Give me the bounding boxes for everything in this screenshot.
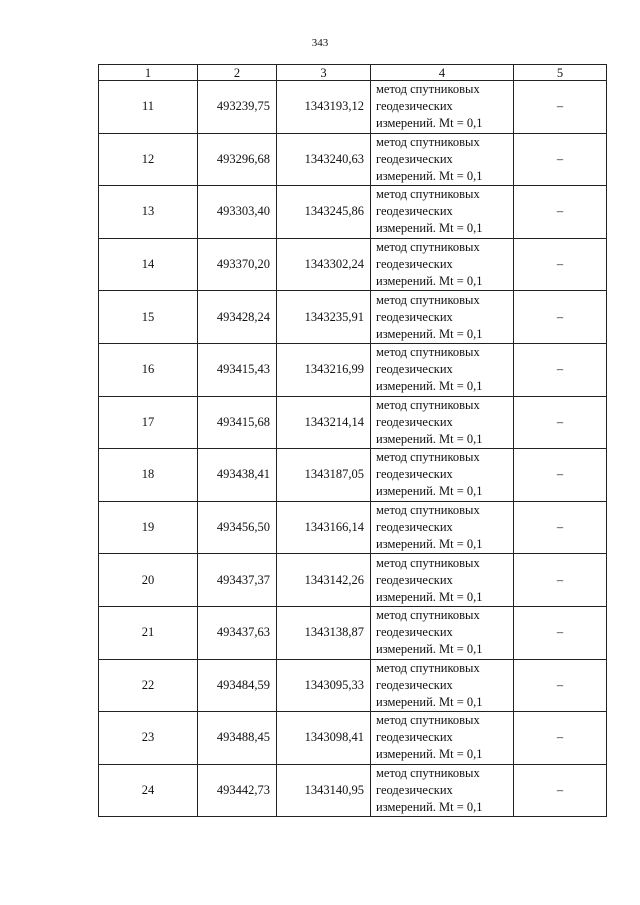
method-cell [371,501,514,554]
point-number-cell: 18 [99,449,198,502]
method-cell [371,449,514,502]
method-line: метод спутниковых [376,608,480,623]
coordinates-table [98,64,607,817]
note-cell: – [514,238,607,291]
x-coordinate-cell: 493437,63 [198,606,277,659]
point-number-cell: 17 [99,396,198,449]
x-coordinate-cell: 493437,37 [198,554,277,607]
method-line: измерений. Mt = 0,1 [376,642,483,657]
method-line: измерений. Mt = 0,1 [376,537,483,552]
point-number-cell: 24 [99,764,198,817]
method-line: геодезических [376,730,453,745]
method-line: измерений. Mt = 0,1 [376,168,483,183]
method-line: метод спутниковых [376,134,480,149]
point-number-cell: 11 [99,81,198,134]
method-line: измерений. Mt = 0,1 [376,800,483,815]
y-coordinate-cell: 1343140,95 [277,764,371,817]
y-coordinate-cell: 1343193,12 [277,81,371,134]
method-cell [371,554,514,607]
method-cell [371,606,514,659]
header-cell-3: 3 [277,65,371,81]
method-line: метод спутниковых [376,766,480,781]
method-line: измерений. Mt = 0,1 [376,694,483,709]
note-cell: – [514,133,607,186]
point-number-cell: 15 [99,291,198,344]
header-cell-1: 1 [99,65,198,81]
method-line: измерений. Mt = 0,1 [376,221,483,236]
x-coordinate-cell: 493370,20 [198,238,277,291]
method-cell [371,133,514,186]
x-coordinate-cell: 493296,68 [198,133,277,186]
method-line: метод спутниковых [376,397,480,412]
point-number-cell: 14 [99,238,198,291]
x-coordinate-cell: 493456,50 [198,501,277,554]
x-coordinate-cell: 493438,41 [198,449,277,502]
page-number: 343 [311,37,329,49]
x-coordinate-cell: 493303,40 [198,186,277,239]
method-line: геодезических [376,572,453,587]
x-coordinate-cell: 493415,68 [198,396,277,449]
note-cell: – [514,186,607,239]
method-line: геодезических [376,99,453,114]
method-cell [371,712,514,765]
method-line: метод спутниковых [376,450,480,465]
table-row [99,133,607,186]
table-row [99,501,607,554]
table-row [99,343,607,396]
table-row [99,449,607,502]
method-cell [371,659,514,712]
method-line: измерений. Mt = 0,1 [376,274,483,289]
table-row [99,554,607,607]
table-row [99,186,607,239]
header-cell-5: 5 [514,65,607,81]
point-number-cell: 12 [99,133,198,186]
note-cell: – [514,659,607,712]
method-line: измерений. Mt = 0,1 [376,747,483,762]
point-number-cell: 20 [99,554,198,607]
method-line: измерений. Mt = 0,1 [376,589,483,604]
table-row [99,659,607,712]
note-cell: – [514,291,607,344]
point-number-cell: 16 [99,343,198,396]
method-line: геодезических [376,520,453,535]
x-coordinate-cell: 493239,75 [198,81,277,134]
y-coordinate-cell: 1343245,86 [277,186,371,239]
method-line: геодезических [376,467,453,482]
header-cell-2: 2 [198,65,277,81]
y-coordinate-cell: 1343240,63 [277,133,371,186]
note-cell: – [514,81,607,134]
table-row [99,712,607,765]
method-line: измерений. Mt = 0,1 [376,116,483,131]
table-header-row [99,65,607,81]
method-line: геодезических [376,362,453,377]
method-line: геодезических [376,257,453,272]
note-cell: – [514,343,607,396]
note-cell: – [514,764,607,817]
method-line: геодезических [376,414,453,429]
table-row [99,764,607,817]
method-cell [371,238,514,291]
method-line: метод спутниковых [376,82,480,97]
y-coordinate-cell: 1343098,41 [277,712,371,765]
table-row [99,238,607,291]
method-line: измерений. Mt = 0,1 [376,431,483,446]
method-cell [371,764,514,817]
x-coordinate-cell: 493488,45 [198,712,277,765]
table-row [99,291,607,344]
y-coordinate-cell: 1343142,26 [277,554,371,607]
method-line: метод спутниковых [376,345,480,360]
method-line: метод спутниковых [376,660,480,675]
y-coordinate-cell: 1343302,24 [277,238,371,291]
method-line: метод спутниковых [376,240,480,255]
method-line: метод спутниковых [376,292,480,307]
method-line: метод спутниковых [376,503,480,518]
point-number-cell: 23 [99,712,198,765]
x-coordinate-cell: 493442,73 [198,764,277,817]
method-cell [371,396,514,449]
x-coordinate-cell: 493428,24 [198,291,277,344]
table-row [99,396,607,449]
method-line: измерений. Mt = 0,1 [376,379,483,394]
x-coordinate-cell: 493484,59 [198,659,277,712]
method-cell [371,343,514,396]
note-cell: – [514,554,607,607]
y-coordinate-cell: 1343216,99 [277,343,371,396]
method-cell [371,186,514,239]
y-coordinate-cell: 1343095,33 [277,659,371,712]
header-cell-4: 4 [371,65,514,81]
y-coordinate-cell: 1343166,14 [277,501,371,554]
x-coordinate-cell: 493415,43 [198,343,277,396]
point-number-cell: 21 [99,606,198,659]
point-number-cell: 22 [99,659,198,712]
method-line: метод спутниковых [376,187,480,202]
note-cell: – [514,501,607,554]
method-cell [371,81,514,134]
method-line: геодезических [376,309,453,324]
table-row [99,81,607,134]
table-row [99,606,607,659]
method-line: метод спутниковых [376,555,480,570]
point-number-cell: 19 [99,501,198,554]
method-line: метод спутниковых [376,713,480,728]
method-line: геодезических [376,783,453,798]
method-line: измерений. Mt = 0,1 [376,326,483,341]
method-line: геодезических [376,204,453,219]
note-cell: – [514,712,607,765]
y-coordinate-cell: 1343214,14 [277,396,371,449]
method-line: геодезических [376,677,453,692]
y-coordinate-cell: 1343187,05 [277,449,371,502]
method-line: измерений. Mt = 0,1 [376,484,483,499]
method-line: геодезических [376,151,453,166]
y-coordinate-cell: 1343138,87 [277,606,371,659]
method-line: геодезических [376,625,453,640]
note-cell: – [514,606,607,659]
note-cell: – [514,396,607,449]
note-cell: – [514,449,607,502]
y-coordinate-cell: 1343235,91 [277,291,371,344]
method-cell [371,291,514,344]
point-number-cell: 13 [99,186,198,239]
